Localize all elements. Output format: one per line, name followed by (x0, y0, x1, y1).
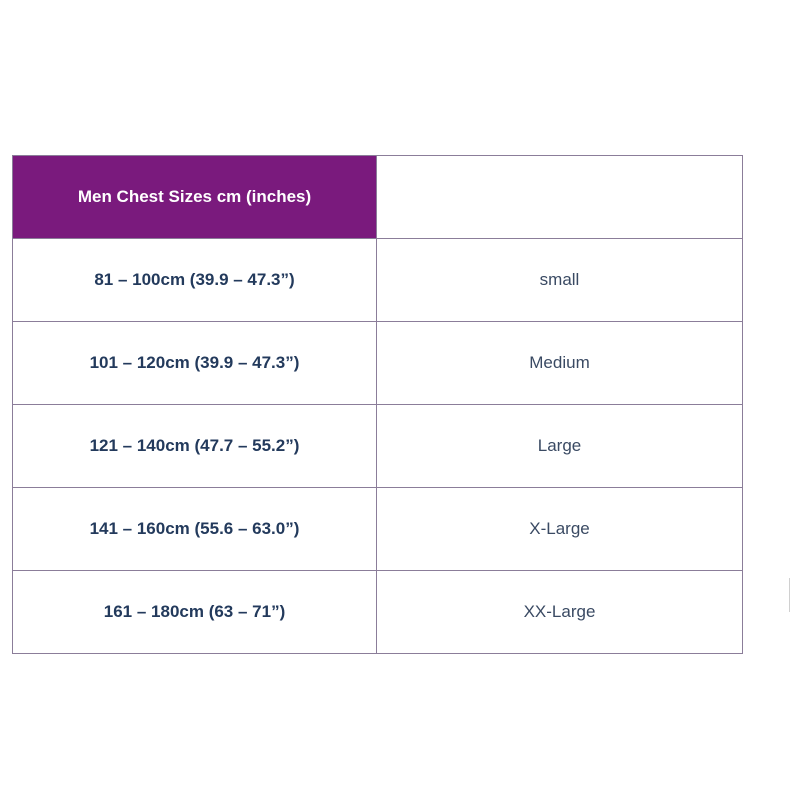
size-name-cell: X-Large (377, 488, 743, 571)
size-name-cell: Large (377, 405, 743, 488)
chest-range-cell: 81 – 100cm (39.9 – 47.3”) (13, 239, 377, 322)
table-header-row (13, 156, 743, 239)
size-name-cell: XX-Large (377, 571, 743, 654)
size-chart-table (12, 155, 743, 654)
chest-range-cell: 161 – 180cm (63 – 71”) (13, 571, 377, 654)
chest-range-cell: 121 – 140cm (47.7 – 55.2”) (13, 405, 377, 488)
size-name-cell: Medium (377, 322, 743, 405)
table-row (13, 239, 743, 322)
table-row (13, 405, 743, 488)
size-name-cell: small (377, 239, 743, 322)
chest-range-cell: 101 – 120cm (39.9 – 47.3”) (13, 322, 377, 405)
table-row (13, 571, 743, 654)
edge-divider (789, 578, 790, 612)
table-row (13, 488, 743, 571)
size-header (377, 156, 743, 239)
chest-size-header: Men Chest Sizes cm (inches) (13, 156, 377, 239)
chest-range-cell: 141 – 160cm (55.6 – 63.0”) (13, 488, 377, 571)
table-row (13, 322, 743, 405)
